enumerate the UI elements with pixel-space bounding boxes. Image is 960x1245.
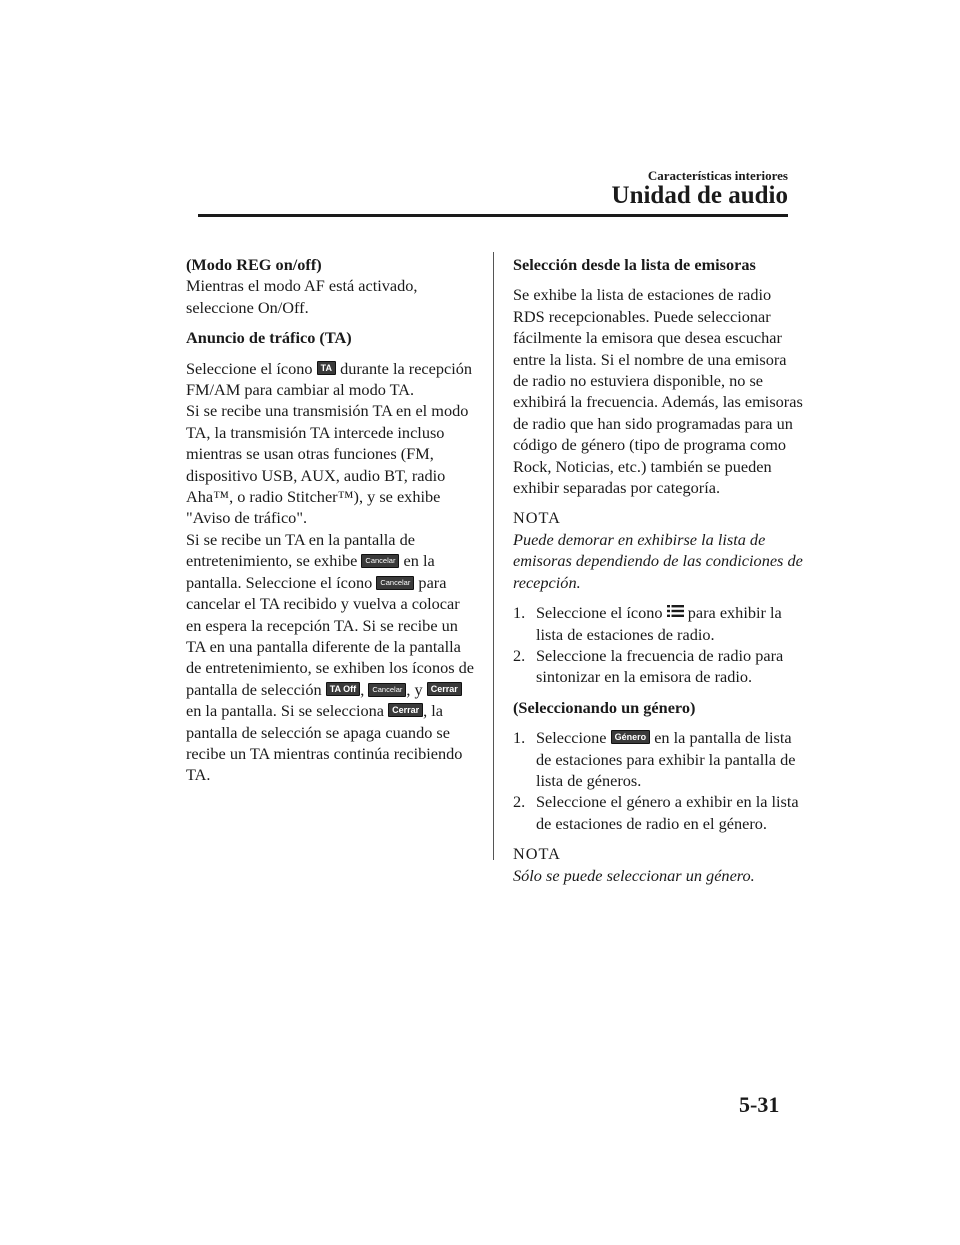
ta-paragraph-1 — [186, 358, 476, 401]
ta-paragraph-3 — [186, 529, 476, 786]
step-number: 2. — [513, 645, 526, 665]
step-number: 2. — [513, 792, 526, 812]
ta-p3-text-c: para cancelar el TA recibido y vuelva a colocar en espera la recepción TA. Si se recibe un TA en una pantalla diferente de la pantalla de entretenimiento, se exhiben los íconos de pantalla de selección — [186, 572, 475, 699]
ta-icon: TA — [317, 361, 336, 375]
close-icon: Cerrar — [427, 682, 462, 696]
step-text: Seleccione la frecuencia de radio para sintonizar en la emisora de radio. — [536, 645, 784, 687]
ta-p3-text-e: , la pantalla de selección se apaga cuando se recibe un TA mientras continúa recibiendo TA. — [186, 701, 463, 785]
page-number: 5-31 — [739, 1092, 780, 1117]
ta-off-icon: TA Off — [326, 682, 361, 696]
note-label: NOTA — [513, 844, 561, 864]
genre-icon: Género — [611, 730, 651, 744]
ta-p3-text-b: en la pantalla. Seleccione el ícono — [186, 551, 435, 592]
list-item — [513, 645, 803, 688]
close-icon: Cerrar — [388, 703, 423, 717]
ta-p3-sep-1: , — [360, 679, 365, 699]
step-text-a: Seleccione — [536, 728, 607, 748]
list-item — [513, 727, 803, 791]
column-divider — [493, 252, 494, 860]
note-text: Puede demorar en exhibirse la lista de emisoras dependiendo de las condiciones de recepción. — [513, 529, 803, 592]
station-list-heading: Selección desde la lista de emisoras — [513, 255, 756, 274]
ta-p1-text-a: Seleccione el ícono — [186, 358, 313, 378]
right-column — [513, 254, 803, 886]
reg-text: Mientras el modo AF está activado, seleccione On/Off. — [186, 276, 418, 317]
step-text: Seleccione el género a exhibir en la lista de estaciones de radio en el género. — [536, 792, 799, 833]
page-title: Unidad de audio — [611, 182, 788, 209]
genre-heading: (Seleccionando un género) — [513, 697, 696, 717]
ta-heading: Anuncio de tráfico (TA) — [186, 328, 352, 348]
step-number: 1. — [513, 728, 526, 748]
ta-p3-sep-2: , y — [406, 679, 423, 699]
step-text-b: para exhibir la lista de estaciones de radio. — [536, 603, 782, 644]
header-rule — [198, 214, 788, 217]
ta-p3-text-a: Si se recibe un TA en la pantalla de entretenimiento, se exhibe — [186, 529, 415, 571]
note-text: Sólo se puede seleccionar un género. — [513, 865, 755, 885]
list-item — [513, 602, 803, 645]
note-label: NOTA — [513, 508, 561, 528]
header-section: Características interiores — [647, 168, 788, 183]
list-item — [513, 791, 803, 834]
reg-heading: (Modo REG on/off) — [186, 255, 322, 274]
step-number: 1. — [513, 603, 526, 623]
cancel-icon: Cancelar — [376, 576, 414, 590]
station-list-text: Se exhibe la lista de estaciones de radio RDS recepcionables. Puede seleccionar fácilmente la emisora que desea escuchar entre la lista. Si el nombre de una emisora de radio no estuviera disponible, no se exhibirá la frecuencia. Además, las emisoras de radio que han sido programadas para un código de género (tipo de programa como Rock, Noticias, etc.) también se pueden exhibir separadas por categoría. — [513, 285, 803, 498]
step-text — [536, 602, 803, 645]
step-text-a: Seleccione el ícono — [536, 603, 663, 623]
ta-p1-text-b: durante la recepción FM/AM para cambiar al modo TA. — [186, 358, 473, 400]
list-icon — [667, 605, 684, 617]
cancel-icon: Cancelar — [361, 554, 399, 568]
left-column — [186, 254, 476, 786]
ta-paragraph-2: Si se recibe una transmisión TA en el modo TA, la transmisión TA intercede incluso mientras se usan otras funciones (FM, dispositivo USB, AUX, audio BT, radio Aha™, o radio Stitcher™), y se exhibe "Aviso de tráfico". — [186, 401, 469, 528]
step-text — [536, 727, 803, 791]
step-text-b: en la pantalla de lista de estaciones para exhibir la pantalla de lista de géneros. — [536, 728, 796, 790]
cancel-icon: Cancelar — [368, 683, 406, 697]
ta-p3-text-d: en la pantalla. Si se selecciona — [186, 701, 385, 721]
